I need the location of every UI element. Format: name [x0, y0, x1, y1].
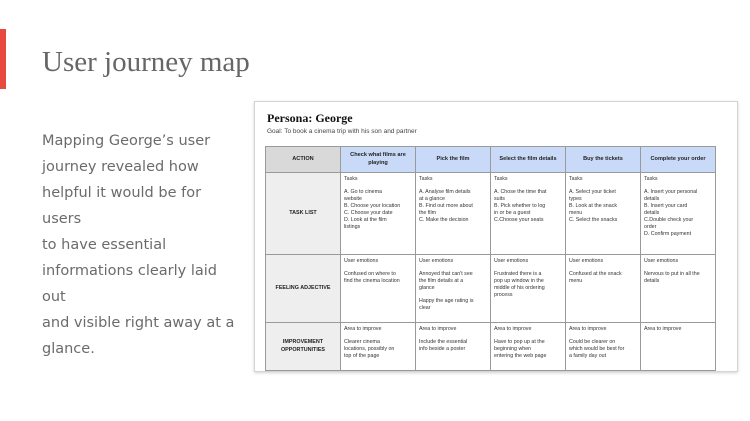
- table-cell: [566, 255, 641, 323]
- table-cell: [491, 173, 566, 255]
- row-label: FEELING ADJECTIVE: [266, 255, 341, 323]
- cell-text: which would be best for: [569, 345, 625, 352]
- cell-text: Tasks: [494, 176, 508, 182]
- cell-text: beginning when: [494, 345, 532, 352]
- cell-text: menu: [569, 277, 583, 284]
- cell-text: at a glance: [419, 195, 445, 202]
- persona-title: Persona: George: [267, 111, 353, 125]
- cell-text: Tasks: [644, 176, 658, 182]
- cell-text: User emotions: [569, 258, 604, 264]
- journey-map-table: [265, 146, 716, 371]
- cell-text: menu: [569, 209, 583, 216]
- slide-body-text: [42, 128, 242, 362]
- cell-text: User emotions: [494, 258, 529, 264]
- cell-text: Annoyed that can't see: [419, 270, 473, 277]
- column-header: Check what films are playing: [341, 147, 416, 173]
- column-header: Buy the tickets: [566, 147, 641, 173]
- cell-text: Area to improve: [494, 326, 532, 332]
- cell-text: C. Select the snacks: [569, 216, 618, 223]
- cell-text: entering the web page: [494, 352, 547, 359]
- cell-text: types: [569, 195, 582, 202]
- table-row: [266, 173, 716, 255]
- cell-text: Have to pop up at the: [494, 338, 545, 345]
- cell-text: A. Select your ticket: [569, 188, 616, 195]
- body-line: and visible right away at a: [42, 315, 235, 331]
- cell-text: C.Choose your seats: [494, 216, 544, 223]
- corner-header: ACTION: [266, 147, 341, 173]
- cell-text: C. Choose your date: [344, 209, 393, 216]
- cell-text: Area to improve: [344, 326, 382, 332]
- body-line: journey revealed how: [42, 159, 199, 175]
- cell-text: User emotions: [419, 258, 454, 264]
- cell-text: locations, possibly on: [344, 345, 395, 352]
- cell-text: middle of his ordering: [494, 284, 545, 291]
- cell-text: A. Chose the time that: [494, 188, 547, 195]
- cell-text: glance: [419, 284, 435, 291]
- cell-text: pop up window in the: [494, 277, 544, 284]
- table-cell: [491, 323, 566, 371]
- cell-text: Tasks: [569, 176, 583, 182]
- cell-text: the film: [419, 209, 437, 216]
- header-row: [266, 147, 716, 173]
- cell-text: info beside a poster: [419, 345, 466, 352]
- table-cell: [416, 255, 491, 323]
- table-cell: [491, 255, 566, 323]
- cell-text: Nervous to put in all the: [644, 270, 700, 277]
- cell-text: C. Make the decision: [419, 216, 469, 223]
- cell-text: User emotions: [644, 258, 679, 264]
- cell-text: A. Analyse film details: [419, 188, 471, 195]
- column-header: Pick the film: [416, 147, 491, 173]
- cell-text: Include the essential: [419, 338, 468, 345]
- table-cell: [416, 173, 491, 255]
- cell-text: in or be a guest: [494, 209, 531, 216]
- cell-text: User emotions: [344, 258, 379, 264]
- cell-text: the film details at a: [419, 277, 464, 284]
- table-cell: [641, 255, 716, 323]
- cell-text: Area to improve: [419, 326, 457, 332]
- table-cell: [566, 173, 641, 255]
- accent-bar: [0, 29, 6, 89]
- cell-text: details: [644, 195, 660, 202]
- table-cell: [641, 173, 716, 255]
- cell-text: Frustrated there is a: [494, 270, 542, 277]
- table-cell: [416, 323, 491, 371]
- cell-text: Could be clearer on: [569, 338, 616, 345]
- cell-text: A. Go to cinema: [344, 188, 382, 195]
- cell-text: Tasks: [344, 176, 358, 182]
- slide-title: User journey map: [42, 46, 250, 78]
- cell-text: B. Find out more about: [419, 202, 473, 209]
- cell-text: website: [344, 195, 362, 202]
- cell-text: find the cinema location: [344, 277, 400, 284]
- cell-text: Confused at the snack: [569, 270, 622, 277]
- journey-map-image: [254, 101, 738, 372]
- column-header: Select the film details: [491, 147, 566, 173]
- row-label: TASK LIST: [266, 173, 341, 255]
- cell-text: D. Look at the film: [344, 216, 387, 223]
- cell-text: clear: [419, 304, 431, 311]
- cell-text: order: [644, 223, 657, 230]
- cell-text: D. Confirm payment: [644, 230, 692, 237]
- cell-text: B. Pick whether to log: [494, 202, 546, 209]
- cell-text: suits: [494, 195, 505, 202]
- body-line: informations clearly laid out: [42, 263, 217, 305]
- table-row: [266, 323, 716, 371]
- cell-text: Tasks: [419, 176, 433, 182]
- cell-text: Area to improve: [569, 326, 607, 332]
- table-cell: [341, 323, 416, 371]
- persona-goal: Goal: To book a cinema trip with his son and partner: [267, 128, 417, 135]
- body-line: helpful it would be for users: [42, 185, 202, 227]
- body-line: glance.: [42, 341, 95, 357]
- table-cell: [341, 173, 416, 255]
- cell-text: listings: [344, 223, 361, 230]
- cell-text: Confused on where to: [344, 270, 396, 277]
- cell-text: details: [644, 209, 660, 216]
- cell-text: B. Look at the snack: [569, 202, 617, 209]
- table-cell: [341, 255, 416, 323]
- cell-text: Area to improve: [644, 326, 682, 332]
- cell-text: C.Double check your: [644, 216, 694, 223]
- table-cell: [566, 323, 641, 371]
- row-label: IMPROVEMENT OPPORTUNITIES: [266, 323, 341, 371]
- cell-text: top of the page: [344, 352, 380, 359]
- cell-text: B. Insert your card: [644, 202, 688, 209]
- body-line: Mapping George’s user: [42, 133, 211, 149]
- table-row: [266, 255, 716, 323]
- cell-text: Clearer cinema: [344, 338, 380, 345]
- column-header: Complete your order: [641, 147, 716, 173]
- cell-text: A. Insert your personal: [644, 188, 698, 195]
- cell-text: Happy the age rating is: [419, 297, 474, 304]
- cell-text: process: [494, 291, 513, 298]
- cell-text: a family day out: [569, 352, 607, 359]
- body-line: to have essential: [42, 237, 167, 253]
- table-cell: [641, 323, 716, 371]
- cell-text: B. Choose your location: [344, 202, 401, 209]
- cell-text: details: [644, 277, 660, 284]
